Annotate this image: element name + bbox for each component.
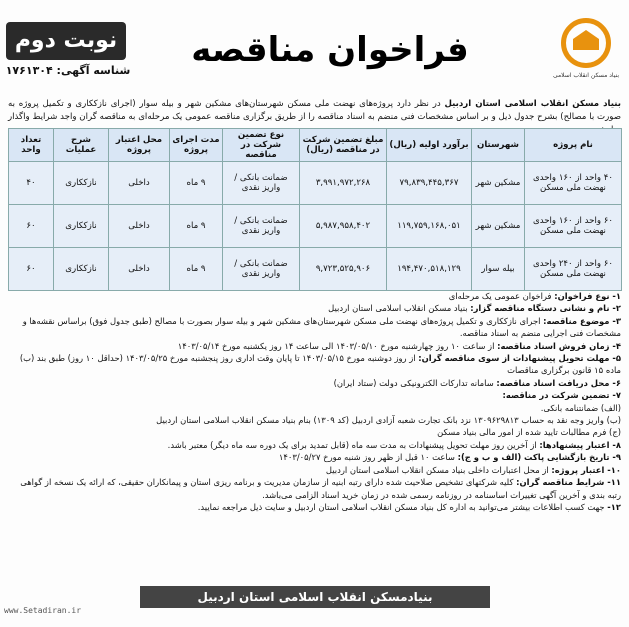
condition-item xyxy=(8,315,621,340)
condition-key: ۴- زمان فروش اسناد مناقصه: xyxy=(497,340,621,351)
round-badge: نوبت دوم xyxy=(6,22,126,60)
cell: نازککاری xyxy=(54,205,109,248)
condition-item xyxy=(8,402,621,414)
condition-key: ۸- اعتبار پیشنهادها: xyxy=(539,439,621,450)
condition-key: ۱۰- اعتبار پروژه: xyxy=(551,464,621,475)
col-header: نوع تضمین شرکت در مناقصه xyxy=(223,129,300,162)
condition-item xyxy=(8,290,621,302)
condition-value: سامانه تدارکات الکترونیکی دولت (ستاد ایران) xyxy=(333,377,497,388)
condition-key: ۱۲- xyxy=(607,501,621,512)
cell: ۵,۹۸۷,۹۵۸,۴۰۲ xyxy=(300,205,387,248)
condition-key: ۳- موضوع مناقصه: xyxy=(543,315,621,326)
col-header: شهرستان xyxy=(472,129,525,162)
condition-item xyxy=(8,451,621,463)
table-row xyxy=(9,248,622,291)
page-title: فراخوان مناقصه xyxy=(191,30,469,70)
cell: ۶۰ xyxy=(9,205,54,248)
condition-item xyxy=(8,414,621,426)
condition-value: فراخوان عمومی یک مرحله‌ای xyxy=(448,291,555,301)
condition-value: اجرای نازککاری و تکمیل پروژه‌های نهضت ملی مسکن شهرستان‌های مشکین شهر و بیله سوار بصورت با مصالح (طبق جدول فوق) براساس نقشه‌ها و مشخصات فنی اجرایی منضم به اسناد مناقصه. xyxy=(22,315,621,339)
cell: داخلی xyxy=(109,248,170,291)
col-header: نام پروژه xyxy=(525,129,622,162)
cell: ۶۰ واحد از ۲۴۰ واحدی نهضت ملی مسکن xyxy=(525,248,622,291)
cell: داخلی xyxy=(109,162,170,205)
cell: ۷۹,۸۳۹,۴۴۵,۳۶۷ xyxy=(387,162,472,205)
condition-value: از محل اعتبارات داخلی بنیاد مسکن انقلاب اسلامی استان اردبیل xyxy=(325,464,552,475)
condition-item xyxy=(8,476,621,501)
condition-item xyxy=(8,340,621,352)
condition-key: ۲- نام و نشانی دستگاه مناقصه گزار: xyxy=(470,303,621,314)
condition-item xyxy=(8,501,621,513)
ad-number: شناسه آگهی: ۱۷۶۱۳۰۴ xyxy=(5,64,131,77)
cell: ۶۰ واحد از ۱۶۰ واحدی نهضت ملی مسکن xyxy=(525,205,622,248)
cell: ضمانت بانکی / واریز نقدی xyxy=(223,162,300,205)
cell: داخلی xyxy=(109,205,170,248)
header xyxy=(0,0,629,98)
condition-item xyxy=(8,426,621,438)
cell: ضمانت بانکی / واریز نقدی xyxy=(223,248,300,291)
cell: ضمانت بانکی / واریز نقدی xyxy=(223,205,300,248)
condition-item xyxy=(8,352,621,377)
condition-value: (ج) فرم مطالبات تایید شده از امور مالی بنیاد مسکن xyxy=(437,427,621,438)
condition-value: ساعت ۱۰ قبل از ظهر روز شنبه مورخ ۱۴۰۳/۰۵/۲۷ xyxy=(278,452,458,463)
cell: بیله سوار xyxy=(472,248,525,291)
cell: ۴۰ xyxy=(9,162,54,205)
cell: نازککاری xyxy=(54,162,109,205)
cell: ۱۹۴,۴۷۰,۵۱۸,۱۲۹ xyxy=(387,248,472,291)
cell: ۳,۹۹۱,۹۷۲,۲۶۸ xyxy=(300,162,387,205)
condition-item xyxy=(8,464,621,476)
condition-value: جهت کسب اطلاعات بیشتر می‌توانید به اداره کل بنیاد مسکن انقلاب اسلامی استان اردبیل و سایت ذیل مراجعه نمایید. xyxy=(197,501,608,512)
tender-conditions xyxy=(8,290,621,513)
condition-item xyxy=(8,389,621,401)
condition-item xyxy=(8,377,621,389)
cell: ۹,۷۲۳,۵۲۵,۹۰۶ xyxy=(300,248,387,291)
condition-value: از آخرین روز مهلت تحویل پیشنهادات به مدت سه ماه (قابل تمدید برای یک دوره سه ماه دیگر) معتبر باشد. xyxy=(167,439,540,450)
cell: مشکین شهر xyxy=(472,205,525,248)
condition-key: ۱۱- شرایط مناقصه گران: xyxy=(516,477,621,488)
condition-key: ۵- مهلت تحویل پیشنهادات از سوی مناقصه گران: xyxy=(418,353,621,364)
cell: نازککاری xyxy=(54,248,109,291)
cell: ۶۰ xyxy=(9,248,54,291)
table-row xyxy=(9,162,622,205)
condition-value: (الف) ضمانتنامه بانکی. xyxy=(540,402,621,413)
condition-key: ۶- محل دریافت اسناد مناقصه: xyxy=(496,377,621,388)
condition-value: بنیاد مسکن انقلاب اسلامی استان اردبیل xyxy=(328,303,471,314)
projects-table xyxy=(8,128,622,291)
condition-item xyxy=(8,302,621,314)
cell: ۹ ماه xyxy=(170,205,223,248)
col-header: مبلغ تضمین شرکت در مناقصه (ریال) xyxy=(300,129,387,162)
condition-key: ۱- نوع فراخوان: xyxy=(554,291,621,301)
table-header-row xyxy=(9,129,622,162)
col-header: مدت اجرای پروژه xyxy=(170,129,223,162)
condition-key: ۹- تاریخ بازگشایی پاکت (الف و ب و ج): xyxy=(457,452,621,463)
col-header: تعداد واحد xyxy=(9,129,54,162)
condition-value: از ساعت ۱۰ روز چهارشنبه مورخ ۱۴۰۳/۰۵/۱۰ الی ساعت ۱۴ روز یکشنبه مورخ ۱۴۰۳/۰۵/۱۴ xyxy=(177,340,498,351)
condition-value: کلیه شرکتهای تشخیص صلاحیت شده دارای رتبه ابنیه از سازمان مدیریت و برنامه ریزی استان و پیمانکاران حقیقی، که ارائه یک نسخه از گواهی رتبه بندی و آخرین آگهی تغییرات اساسنامه در روزنامه رسمی شده در زمان خرید اسناد الزامی می‌باشد. xyxy=(20,477,621,500)
footer-banner: بنیادمسکن انقلاب اسلامی استان اردبیل xyxy=(140,586,490,608)
condition-value: از روز دوشنبه مورخ ۱۴۰۳/۰۵/۱۵ تا پایان وقت اداری روز پنجشنبه مورخ ۱۴۰۳/۰۵/۲۵ (حداقل ۱۰ روز) طبق بند (ب) ماده ۱۵ قانون برگزاری مناقصات xyxy=(19,353,621,376)
intro-text: در نظر دارد پروژه‌های نهضت ملی مسکن شهرستان‌های مشکین شهر و بیله سوار (اجرای نازککاری و تکمیل پروژه به صورت با مصالح) بشرح جدول ذیل و بر اساس مشخصات فنی منضم به اسناد مناقصه را از طریق برگزاری مناقصه عمومی یک مرحله‌ای به مناقصه گران واجد شرایط واگذار xyxy=(8,99,621,122)
table-row xyxy=(9,205,622,248)
condition-key: ۷- تضمین شرکت در مناقصه: xyxy=(502,390,621,401)
logo-caption: بنیاد مسکن انقلاب اسلامی xyxy=(552,72,620,79)
cell: ۹ ماه xyxy=(170,248,223,291)
condition-value: (ب) واریز وجه نقد به حساب ۱۳۰۹۶۲۹۸۱۳ نزد بانک تجارت شعبه آزادی اردبیل (کد ۱۳۰۹) بنام بنیاد مسکن انقلاب اسلامی استان اردبیل xyxy=(156,415,621,426)
cell: ۹ ماه xyxy=(170,162,223,205)
col-header: شرح عملیات xyxy=(54,129,109,162)
cell: مشکین شهر xyxy=(472,162,525,205)
cell: ۱۱۹,۷۵۹,۱۶۸,۰۵۱ xyxy=(387,205,472,248)
bonyad-maskan-logo xyxy=(551,16,621,86)
condition-item xyxy=(8,439,621,451)
col-header: برآورد اولیه (ریال) xyxy=(387,129,472,162)
source-watermark: www.Setadiran.ir xyxy=(4,606,82,615)
col-header: محل اعتبار پروژه xyxy=(109,129,170,162)
cell: ۴۰ واحد از ۱۶۰ واحدی نهضت ملی مسکن xyxy=(525,162,622,205)
org-name: بنیاد مسکن انقلاب اسلامی استان اردبیل xyxy=(444,99,621,109)
